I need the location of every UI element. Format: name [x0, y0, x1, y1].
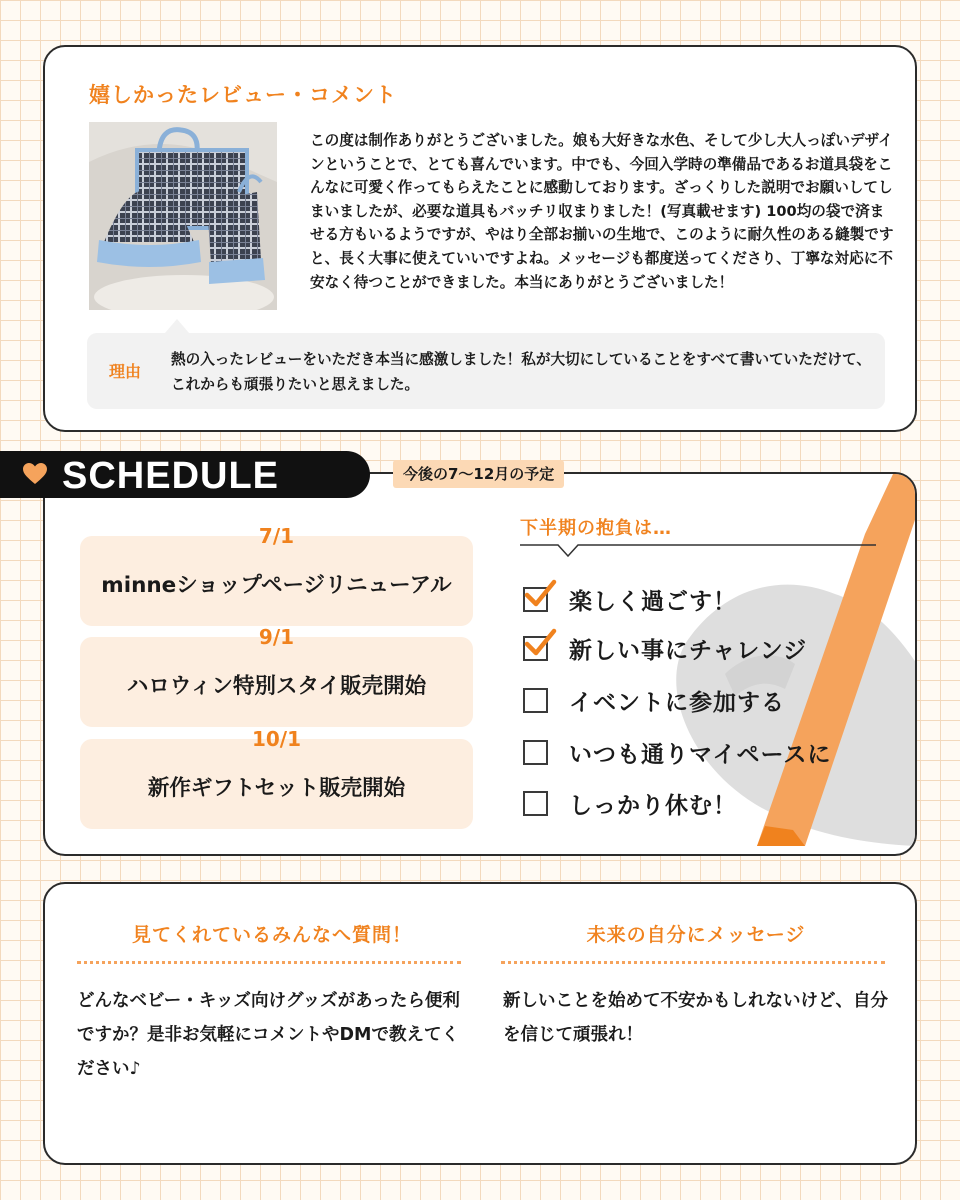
event-item	[80, 625, 473, 727]
goals-title: 下半期の抱負は…	[520, 518, 672, 539]
checkbox[interactable]	[523, 791, 548, 816]
schedule-card	[43, 472, 917, 856]
event-label: 新作ギフトセット販売開始	[147, 776, 406, 801]
event-date: 10/1	[251, 727, 302, 751]
event-item	[80, 727, 473, 829]
checkbox[interactable]	[523, 740, 548, 765]
review-card	[43, 45, 917, 432]
schedule-title: SCHEDULE	[62, 455, 280, 497]
goal-label: いつも通りマイペースに	[569, 742, 832, 768]
review-photo	[89, 122, 277, 310]
schedule-banner	[0, 451, 370, 498]
reason-label: 理由	[109, 362, 142, 381]
event-label: ハロウィン特別スタイ販売開始	[126, 674, 427, 699]
goal-label: イベントに参加する	[569, 690, 785, 716]
event-date: 9/1	[258, 625, 295, 649]
reason-box	[87, 333, 885, 409]
goal-label: しっかり休む！	[569, 793, 737, 819]
reason-text: 熱の入ったレビューをいただき本当に感激しました！私が大切にしていることをすべて書いていただけて、これからも頑張りたいと思えました。	[171, 351, 871, 393]
checkbox[interactable]	[523, 688, 548, 713]
schedule-subtitle: 今後の7〜12月の予定	[393, 460, 564, 488]
reason-pointer	[165, 319, 189, 333]
bag-photo-illustration	[89, 122, 277, 310]
event-label: minneショップページリニューアル	[101, 573, 452, 598]
checkmark-icon	[523, 577, 557, 613]
review-title: 嬉しかったレビュー・コメント	[89, 83, 397, 107]
question-text: どんなベビー・キッズ向けグッズがあったら便利ですか？是非お気軽にコメントやDMで教えてください♪	[77, 991, 460, 1079]
checkmark-icon	[523, 626, 557, 662]
future-divider	[501, 961, 885, 964]
future-title: 未来の自分にメッセージ	[586, 924, 806, 946]
goal-label: 楽しく過ごす！	[569, 589, 737, 615]
heart-icon	[22, 462, 48, 486]
future-text: 新しいことを始めて不安かもしれないけど、自分を信じて頑張れ！	[503, 991, 888, 1045]
goal-label: 新しい事にチャレンジ	[569, 638, 808, 664]
goals-divider	[520, 544, 876, 558]
event-date: 7/1	[258, 524, 295, 548]
event-item	[80, 524, 473, 626]
question-title: 見てくれているみんなへ質問！	[131, 924, 412, 946]
message-card	[43, 882, 917, 1165]
review-text: この度は制作ありがとうございました。娘も大好きな水色、そして少し大人っぽいデザインということで、とても喜んでいます。中でも、今回入学時の準備品であるお道具袋をこんなに可愛く作ってもらえたことに感動しております。ざっくりした説明でお願いしてしまいましたが、必要な道具もバッチリ収まりました！(写真載せます) 100均の袋で済ませる方もいるようですが、やはり全部お揃いの生地で、このように耐久性のある縫製ですと、長く大事に使えていいですよね。メッセージも都度送ってくださり、丁寧な対応に不安なく待つことができました。本当にありがとうございました！	[310, 132, 894, 291]
question-divider	[77, 961, 461, 964]
